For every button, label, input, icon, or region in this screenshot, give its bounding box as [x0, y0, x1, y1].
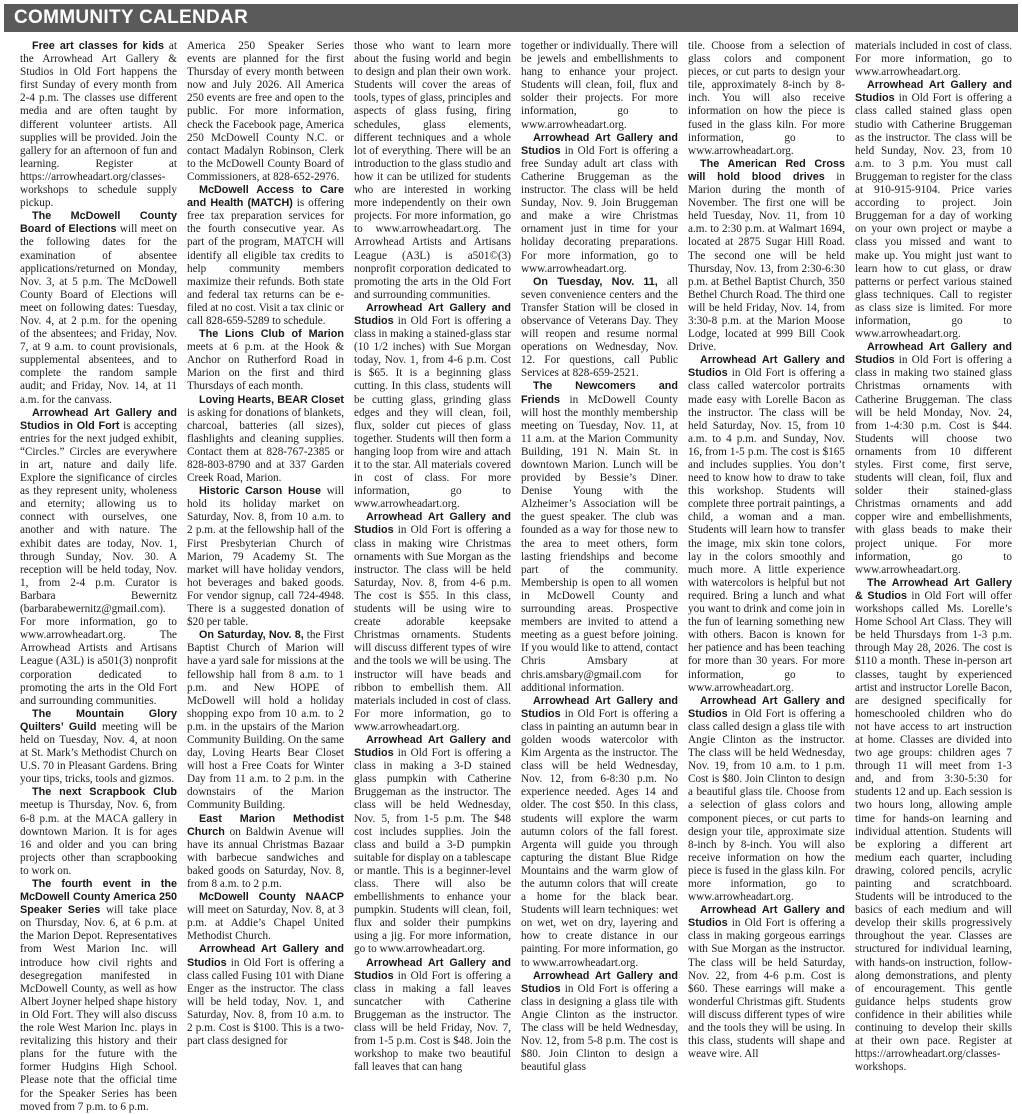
calendar-item — [354, 40, 511, 302]
calendar-item — [187, 813, 344, 892]
calendar-item — [354, 302, 511, 512]
item-text: will meet on the following dates for the examination of absentee applications/returned on Monday, Nov. 3, at 5 p.m. The McDowell County Board of Elections will meet on following dates: Tuesday, Nov. 4, at 2 p.m. for the opening of the absentees; and Friday, Nov. 7, at 9 a.m. to count provisionals, supplemental absentees, and to complete the random sample audit; and Friday, Nov. 14, at 11 a.m. for the canvass. — [20, 223, 177, 406]
item-lead: On Tuesday, Nov. 11, — [533, 275, 658, 288]
item-text: will take place on Thursday, Nov. 6, at 6 p.m. at the Marion Depot. Representatives from West Marion Inc. will introduce how civil rights and desegregation manifested in McDowell County, as well as how Albert Joyner helped shape history in Old Fort. They will also discuss the role West Marion Inc. plays in revitalizing this history and their plans for the future with the former Hudgins High School. Please note that the official time for the Speaker Series has been moved from 7 p.m. to 6 p.m. — [20, 904, 178, 1113]
item-text: meeting will be held on Tuesday, Nov. 4, at noon at St. Mark’s Methodist Church on U.S. 70 in Pleasant Gardens. Bring your tips, tricks, tools and gizmos. — [20, 720, 177, 786]
item-lead: Arrowhead Art Gallery and Studios — [354, 301, 511, 327]
item-text: in Old Fort is offering a class in making wire Christmas ornaments with Sue Morgan as the instructor. The class will be held Saturday, Nov. 8, from 4-6 p.m. The cost is $55. In this class, students will be using wire to create adorable keepsake Christmas ornaments. Students will discuss different types of wire and the tools we will be using. The instructor will have beads and ribbon to embellish them. All materials included in cost of class. For more information, go to www.arrowheadart.org. — [354, 524, 511, 733]
item-text: in Old Fort is offering a class called watercolor portraits made easy with Lorelle Bacon as the instructor. The class will be held Saturday, Nov. 15, from 10 a.m. to 4 p.m. and Sunday, Nov. 16, from 1-5 p.m. The cost is $165 and includes supplies. You don’t need to know how to draw to take this workshop. Students will complete three portrait paintings, a child, a woman and a man. Students will learn how to transfer the image, mix skin tone colors, lay in the colors smoothly and much more. A little experience with watercolors is helpful but not required. Bring a lunch and what you want to drink and come join in the fun of learning something new with others. Bacon is known for her patience and has been teaching for more than 30 years. For more information, go to www.arrowheadart.org. — [688, 367, 845, 694]
item-lead: Arrowhead Art Gallery and Studios — [354, 511, 511, 537]
item-text: the First Baptist Church of Marion will have a yard sale for missions at the fellowship hall from 8 a.m. to 1 p.m. and New HOPE of McDowell will hold a holiday shopping expo from 10 a.m. to 2 p.m. in the upstairs of the Marion Community Building. On the same day, Loving Hearts Bear Closet will host a Free Coats for Winter Day from 11 a.m. to 2 p.m. in the downstairs of the Marion Community Building. — [187, 629, 345, 812]
item-lead: Arrowhead Art Gallery and Studios — [688, 904, 845, 930]
column-2 — [187, 40, 345, 1048]
calendar-item — [20, 708, 177, 787]
calendar-item — [521, 132, 678, 276]
item-lead: The Arrowhead Art Gallery & Studios — [855, 576, 1012, 602]
item-lead: Historic Carson House — [199, 485, 321, 498]
calendar-item — [20, 210, 177, 406]
item-lead: McDowell Access to Care and Health (MATCH) — [187, 184, 344, 210]
calendar-item — [855, 577, 1012, 1075]
calendar-item — [20, 40, 177, 210]
item-text: those who want to learn more about the fusing world and begin to design and plan their own work. Students will cover the areas of tools, types of glass, principles and aspects of glass fusing, firing schedules, glass elements, different techniques and a whole lot of everything. There will be an introduction to the glass studio and how it can be utilized for students who are interested in working more independently on their own projects. For more information, go to www.arrowheadart.org. The Arrowhead Artists and Artisans League (A3L) is a501©(3) nonprofit corporation dedicated to promoting the arts in the Old Fort and surrounding communities. — [354, 40, 511, 301]
item-lead: The Lions Club of Marion — [199, 328, 344, 341]
item-text: is accepting entries for the next judged exhibit, “Circles.” Circles are everywhere in art, nature and daily life. Explore the significance of circles as they represent unity, wholeness and eternity; allowing us to connect with ourselves, one another and with nature. The exhibit dates are today, Nov. 1, through Sunday, Nov. 30. A reception will be held today, Nov. 1, from 2-4 p.m. Curator is Barbara Bewernitz (barbarabewernitz@gmail.com). For more information, go to www.arrowheadart.org. The Arrowhead Artists and Artisans League (A3L) is a501(3) nonprofit corporation dedicated to promoting the arts in the Old Fort and surrounding communities. — [20, 419, 177, 707]
calendar-item — [354, 734, 511, 957]
calendar-item — [187, 394, 344, 486]
item-lead: East Marion Methodist Church — [187, 812, 344, 838]
item-text: America 250 Speaker Series events are planned for the first Thursday of every month between now and July 2026. All America 250 events are free and open to the public. For more information, check the Facebook page, America 250 McDowell County N.C. or contact Madalyn Robinson, Clerk to the McDowell County Board of Commissioners, at 828-652-2976. — [187, 40, 344, 183]
item-text: on Baldwin Avenue will have its annual Christmas Bazaar with barbecue sandwiches and baked goods on Saturday, Nov. 8, from 8 a.m. to 2 p.m. — [187, 825, 344, 890]
item-lead: Arrowhead Art Gallery and Studios — [187, 943, 344, 969]
item-lead: Arrowhead Art Gallery and Studios — [688, 354, 845, 380]
item-text: in Old Fort is offering a class called design a glass tile with Angie Clinton as the instructor. The class will be held Wednesday, Nov. 19, from 10 a.m. to 1 p.m. Cost is $80. Join Clinton to design a beautiful glass tile. Choose from a selection of glass colors and component pieces, or cut parts to design your tile, approximate size 8-inch by 8-inch. You will also receive information on how the piece is fused in the glass kiln. For more information, go to www.arrowheadart.org. — [688, 707, 845, 904]
calendar-item — [20, 407, 177, 708]
calendar-item — [187, 485, 344, 629]
column-3 — [354, 40, 511, 1074]
item-text: in Old Fort is offering a class called stained glass open studio with Catherine Bruggeman as the instructor. The class will be held Sunday, Nov. 23, from 10 a.m. to 3 p.m. You must call Bruggeman to register for the class at 910-915-9104. Price varies according to project. Join Bruggeman for a day of working on your own project or maybe a class you missed and want to make up. You might just want to learn how to cut glass, or draw patterns or perfect various stained glass techniques. Call to register as class size is limited. For more information, go to www.arrowheadart.org. — [855, 92, 1012, 341]
item-text: tile. Choose from a selection of glass colors and component pieces, or cut parts to design your tile, approximately 8-inch by 8-inch. You will also receive information on how the piece is fused in the glass kiln. For more information, go to www.arrowheadart.org. — [688, 40, 845, 157]
calendar-item — [20, 878, 177, 1114]
item-lead: The fourth event in the McDowell County America 250 Speaker Series — [20, 878, 177, 917]
item-lead: The next Scrapbook Club — [32, 786, 177, 799]
item-text: in Old Fort is offering a free Sunday adult art class with Catherine Bruggeman as the instructor. The class will be held Sunday, Nov. 9. Join Bruggeman and make a wire Christmas ornament just in time for your holiday decorating preparations. For more information, go to www.arrowheadart.org. — [521, 144, 678, 275]
calendar-item — [354, 957, 511, 1075]
calendar-item — [354, 511, 511, 734]
calendar-item — [187, 629, 344, 812]
calendar-item — [688, 158, 845, 354]
item-lead: The American Red Cross will hold blood drives — [688, 157, 845, 183]
item-lead: The Newcomers and Friends — [521, 380, 678, 406]
calendar-item — [688, 695, 845, 905]
calendar-item — [187, 328, 344, 393]
item-text: at the Arrowhead Art Gallery & Studios in Old Fort happens the first Sunday of every month from 2-4 p.m. The classes use different media and are often taught by different volunteer artists. All supplies will be provided. Join the gallery for an afternoon of fun and learning. Register at https://arrowheadart.org/classes-workshops to schedule supply pickup. — [20, 40, 177, 210]
item-text: is offering free tax preparation services for the fourth consecutive year. As part of the program, MATCH will identify all eligible tax credits to help community members maximize their refunds. Both state and federal tax returns can be e-filed at no cost. Visit a tax clinic or call 828-659-5289 to schedule. — [187, 197, 345, 327]
item-lead: Arrowhead Art Gallery and Studios — [521, 131, 678, 157]
item-lead: Arrowhead Art Gallery and Studios — [521, 969, 678, 995]
item-text: all seven convenience centers and the Transfer Station will be closed in observance of Veterans Day. They will reopen and resume normal operations on Wednesday, Nov. 12. For questions, call Public Services at 828-659-2521. — [521, 275, 678, 380]
item-text: in Old Fort is offering a class in designing a glass tile with Angie Clinton as the instructor. The class will be held Wednesday, Nov. 12, from 5-8 p.m. The cost is $80. Join Clinton to design a beautiful glass — [521, 982, 678, 1074]
section-title: COMMUNITY CALENDAR — [14, 7, 249, 28]
item-lead: The Mountain Glory Quilters’ Guild — [20, 707, 177, 733]
item-text: is asking for donations of blankets, charcoal, batteries (all sizes), flashlights and cleaning supplies. Contact them at 828-767-2385 or 828-803-8790 and at 337 Garden Creek Road, Marion. — [187, 406, 344, 485]
item-lead: Arrowhead Art Gallery and Studios — [354, 956, 511, 982]
item-text: in Old Fort is offering a class in making a stained-glass star (10 1/2 inches) with Sue Morgan today, Nov. 1, from 4-6 p.m. Cost is $65. It is a beginning glass cutting. In this class, students will be cutting glass, grinding glass edges and they will clean, foil, flux, solder cut pieces of glass together. Students will then form a hanging loop from wire and attach it to the star. All materials covered in cost of class. For more information, go to www.arrowheadart.org. — [354, 314, 511, 511]
item-lead: Arrowhead Art Gallery and Studios — [354, 733, 511, 760]
calendar-item — [688, 904, 845, 1061]
calendar-item — [855, 341, 1012, 577]
column-6 — [855, 40, 1012, 1074]
column-4 — [521, 40, 678, 1074]
item-text: in Old Fort is offering a class in making gorgeous earrings with Sue Morgan as the instructor. The class will be held Saturday, Nov. 22, from 4-6 p.m. Cost is $60. These earrings will make a wonderful Christmas gift. Students will discuss different types of wire and the tools they will be using. In this class, students will shape and weave wire. All — [688, 917, 845, 1061]
calendar-item — [688, 40, 845, 158]
item-lead: Arrowhead Art Gallery and Studios in Old Fort — [20, 406, 177, 432]
calendar-item — [187, 891, 344, 943]
calendar-item — [521, 380, 678, 694]
item-lead: Arrowhead Art Gallery and Studios — [855, 341, 1012, 367]
calendar-item — [521, 695, 678, 970]
calendar-item — [855, 79, 1012, 341]
calendar-item — [187, 943, 344, 1048]
item-lead: Arrowhead Art Gallery and Studios — [688, 694, 845, 720]
item-lead: On Saturday, Nov. 8, — [199, 629, 304, 642]
item-lead: Free art classes for kids — [32, 40, 165, 52]
calendar-item — [521, 970, 678, 1075]
item-text: meetup is Thursday, Nov. 6, from 6-8 p.m. at the MACA gallery in downtown Marion. It is for ages 16 and older and you can bring projects other than scrapbooking to work on. — [20, 799, 177, 877]
calendar-item — [855, 40, 1012, 79]
item-lead: The McDowell County Board of Elections — [20, 210, 177, 236]
item-text: will meet on Saturday, Nov. 8, at 3 p.m. at Addie’s Chapel United Methodist Church. — [187, 904, 344, 943]
item-text: meets at 6 p.m. at the Hook & Anchor on Rutherford Road in Marion on the first and third Thursdays of each month. — [187, 341, 344, 393]
calendar-item — [20, 786, 177, 878]
calendar-item — [521, 40, 678, 132]
item-text: in Old Fort is offering a class in painting an autumn bear in golden woods watercolor with Kim Argenta as the instructor. The class will be held Wednesday, Nov. 12, from 6-8:30 p.m. No experience needed. Ages 14 and older. The cost $50. In this class, students will explore the warm autumn colors of the fall forest. Argenta will guide you through capturing the distant Blue Ridge Mountains and the warm glow of the autumn colors that will create a home for the black bear. Students will learn techniques: wet on wet, wet on dry, layering and how to create distance in our painting. For more information, go to www.arrowheadart.org. — [521, 707, 678, 969]
calendar-item — [521, 276, 678, 381]
item-text: in McDowell County will host the monthly membership meeting on Tuesday, Nov. 11, at 11 a.m. at the Marion Community Building, 191 N. Main St. in downtown Marion. Lunch will be provided by Bessie’s Diner. Denise Young with the Alzheimer’s Association will be the guest speaker. The club was founded as a way for those new to the area to meet others, form lasting friendships and become part of the community. Membership is open to all women in McDowell County and surrounding areas. Prospective members are invited to attend a meeting as a guest before joining. If you would like to attend, contact Chris Amsbary at chris.amsbary@gmail.com for additional information. — [521, 393, 678, 694]
item-lead: Arrowhead Art Gallery and Studios — [855, 79, 1012, 105]
item-text: in Old Fort is offering a class called Fusing 101 with Diane Enger as the instructor. The class will be held today, Nov. 1, and Saturday, Nov. 8, from 10 a.m. to 2 p.m. Cost is $100. This is a two-part class designed for — [187, 956, 344, 1048]
item-lead: McDowell County NAACP — [199, 891, 344, 904]
item-lead: Loving Hearts, BEAR Closet — [199, 393, 344, 406]
item-text: in Old Fort is offering a class in making two stained glass Christmas ornaments with Catherine Bruggeman. The class will be held Monday, Nov. 24, from 1-4:30 p.m. Cost is $44. Students will choose two ornaments from 10 different styles. First come, first serve, students will clean, foil, flux and solder their stained-glass Christmas ornaments and add copper wire and embellishments, with glass beads to make their project unique. For more information, go to www.arrowheadart.org. — [855, 354, 1012, 576]
item-text: in Marion during the month of November. The first one will be held Tuesday, Nov. 11, from 10 a.m. to 2:30 p.m. at Walmart 1694, located at 2875 Sugar Hill Road. The second one will be held Thursday, Nov. 13, from 2:30-6:30 p.m. at Bethel Baptist Church, 350 Bethel Church Road. The third one will be held Friday, Nov. 14, from 3:30-8 p.m. at the Marion Moose Lodge, located at 999 Bill Cook Drive. — [688, 170, 846, 354]
calendar-columns — [20, 40, 1012, 1113]
item-text: in Old Fort will offer workshops called Ms. Lorelle’s Home School Art Class. They will be held Thursdays from 1-3 p.m. through May 28, 2026. The cost is $110 a month. These in-person art classes, taught by experienced artist and instructor Lorelle Bacon, are designed specifically for homeschooled children who do not have access to art instruction at home. Classes are divided into two age groups: children ages 7 through 11 will meet from 1-3 and, and from 3:30-5:30 for students 12 and up. Each session is two hours long, allowing ample time for hands-on learning and individual attention. Students will be exploring a different art medium each quarter, including drawing, colored pencils, acrylic painting and scratchboard. Students will be introduced to the basics of each medium and will develop their skills progressively throughout the year. Classes are structured for individual learning, with hands-on instruction, follow-along demonstrations, and plenty of encouragement. This gentle guidance helps students grow confidence in their abilities while continuing to develop their skills at their own pace. Register at https://arrowheadart.org/classes-workshops. — [855, 589, 1012, 1074]
item-text: will hold its holiday market on Saturday, Nov. 8, from 10 a.m. to 2 p.m. at the fellowship hall of the First Presbyterian Church of Marion, 79 Academy St. The market will have holiday vendors, hot beverages and baked goods. For vendor signup, call 724-4948. There is a suggested donation of $20 per table. — [187, 485, 344, 629]
section-header — [4, 4, 1018, 32]
item-text: in Old Fort is offering a class in making a 3-D stained glass pumpkin with Catherine Bruggeman as the instructor. The class will be held Wednesday, Nov. 5, from 1-5 p.m. The $48 cost includes supplies. Join the class and build a 3-D pumpkin suitable for display on a tablescape or mantle. This is a beginner-level class. There will also be embellishments to enhance your pumpkin. Students will clean, foil, flux and solder their pumpkins using a jig. For more information, go to www.arrowheadart.org. — [354, 747, 511, 956]
calendar-item — [187, 40, 344, 184]
item-text: in Old Fort is offering a class in making a fall leaves suncatcher with Catherine Bruggeman as the instructor. The class will be held Friday, Nov. 7, from 1-5 p.m. Cost is $48. Join the workshop to make two beautiful fall leaves that can hang — [354, 969, 511, 1074]
column-1 — [20, 40, 178, 1113]
column-5 — [688, 40, 846, 1061]
item-text: together or individually. There will be jewels and embellishments to hang to enhance your project. Students will clean, foil, flux and solder their projects. For more information, go to www.arrowheadart.org. — [521, 40, 678, 131]
item-text: materials included in cost of class. For more information, go to www.arrowheadart.org. — [855, 40, 1012, 79]
calendar-item — [187, 184, 344, 328]
calendar-item — [688, 354, 845, 694]
item-lead: Arrowhead Art Gallery and Studios — [521, 694, 678, 720]
